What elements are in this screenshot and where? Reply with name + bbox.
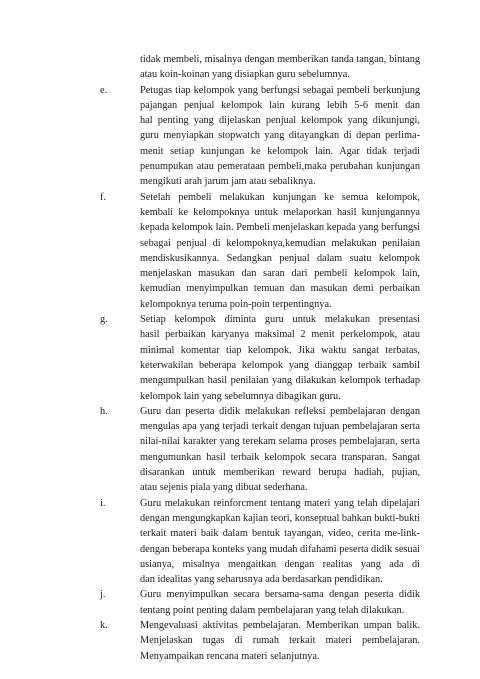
document-body [100,52,420,664]
list-marker: e. [100,84,108,96]
text-line: disarankan untuk memberikan reward berupa hadiah, pujian, [140,467,420,479]
text-line: pajangan penjual kelompok lain kurang lebih 5-6 menit dan [140,99,420,111]
list-marker: j. [100,589,106,601]
text-line: menit setiap kunjungan ke kelompok lain. Agar tidak terjadi [140,145,420,157]
text-line: kelompoknya teruma poin-poin terpentingnya. [140,298,332,310]
text-line: Menyampaikan rencana materi selanjutnya. [140,650,320,662]
text-line: kemudian menyimpulkan temuan dan masukan demi perbaikan [140,283,420,295]
text-line: menjelaskan masukan dan saran dari pembeli kelompok lain, [140,268,420,280]
text-line: tidak membeli, misalnya dengan memberikan tanda tangan, bintang [140,54,420,65]
list-item-h [100,404,420,496]
text-line: dengan beberapa konteks yang mudah difahami peserta didik sesuai [140,543,420,555]
list-marker: h. [100,405,108,417]
text-line: Guru menyimpulkan secara bersama-sama dengan peserta didik [140,589,420,601]
continuation-paragraph [100,52,420,83]
text-line: hal penting yang dijelaskan penjual kelompok yang dikunjungi, [140,115,420,127]
text-line: Setelah pembeli melakukan kunjungan ke semua kelompok, [140,191,420,203]
text-line: kembali ke kelompoknya untuk melaporkan hasil kunjungannya [140,206,420,218]
list-marker: g. [100,314,108,326]
text-line: dan idealitas yang seharusnya ada berdasarkan pendidikan. [140,574,383,586]
text-line: kepada kelompok lain. Pembeli menjelaskan kepada yang berfungsi [140,222,420,234]
text-line: dengan mengungkapkan kajian teori, konseptual bahkan bukti-bukti [140,512,420,524]
list-marker: f. [100,191,107,203]
text-line: Guru dan peserta didik melakukan refleksi pembelajaran dengan [140,405,420,417]
text-line: kelompok lain yang sebelumnya dibagikan guru. [140,390,341,402]
text-line: atau sejenis piala yang dibuat sederhana. [140,482,308,494]
text-line: Mengevaluasi aktivitas pembelajaran. Memberikan umpan balik. [140,619,420,631]
text-line: mengumunkan hasil terbaik kelompok secara transparan. Sangat [140,451,420,463]
text-line: Guru melakukan reinforcment tentang materi yang telah dipelajari [140,497,420,509]
text-line: hasil perbaikan karyanya maksimal 2 menit perkelompok, atau [140,329,420,341]
text-line: terkait materi baik dalam bentuk tayangan, video, cerita me-link- [140,528,420,540]
text-line: atau koin-koinan yang disiapkan guru sebelumnya. [140,69,350,81]
list-marker: i. [100,497,106,509]
list-item-k [100,618,420,664]
list-item-f [100,190,420,312]
text-line: mengulas apa yang terjadi terkait dengan tujuan pembelajaran serta [140,421,420,433]
text-line: mendiskusikannya. Sedangkan penjual dalam suatu kelompok [140,252,420,264]
text-line: mengumpulkan hasil penilaian yang dilakukan kelompok terhadap [140,375,420,387]
text-line: usianya, misalnya mengaitkan dengan realitas yang ada di [140,558,420,570]
text-line: penumpukan atau pemerataan pembeli,maka perubahan kunjungan [140,161,420,173]
text-line: sebagai penjual di kelompoknya,kemudian melakukan penilaian [140,237,420,249]
text-line: Setiap kelompok diminta guru untuk melakukan presentasi [140,314,420,326]
text-line: tentang point penting dalam pembelajaran yang telah dilakukan. [140,604,405,616]
text-line: mengikuti arah jarum jam atau sebaliknya. [140,176,316,188]
text-line: nilai-nilai karakter yang terekam selama proses pembelajaran, serta [140,436,420,448]
list-item-g [100,312,420,404]
text-line: keterwakilan beberapa kelompok yang dianggap terbaik sambil [140,359,420,371]
list-marker: k. [100,619,108,631]
text-line: Menjelaskan tugas di rumah terkait materi pembelajaran. [140,635,420,647]
text-line: guru menyiapkan stopwatch yang ditayangkan di depan perlima- [140,130,420,142]
list-item-e [100,83,420,190]
list-item-i [100,496,420,588]
text-line: minimal komentar tiap kelompok. Jika waktu sangat terbatas, [140,344,420,356]
list-item-j [100,587,420,618]
text-line: Petugas tiap kelompok yang berfungsi sebagai pembeli berkunjung [140,84,420,96]
